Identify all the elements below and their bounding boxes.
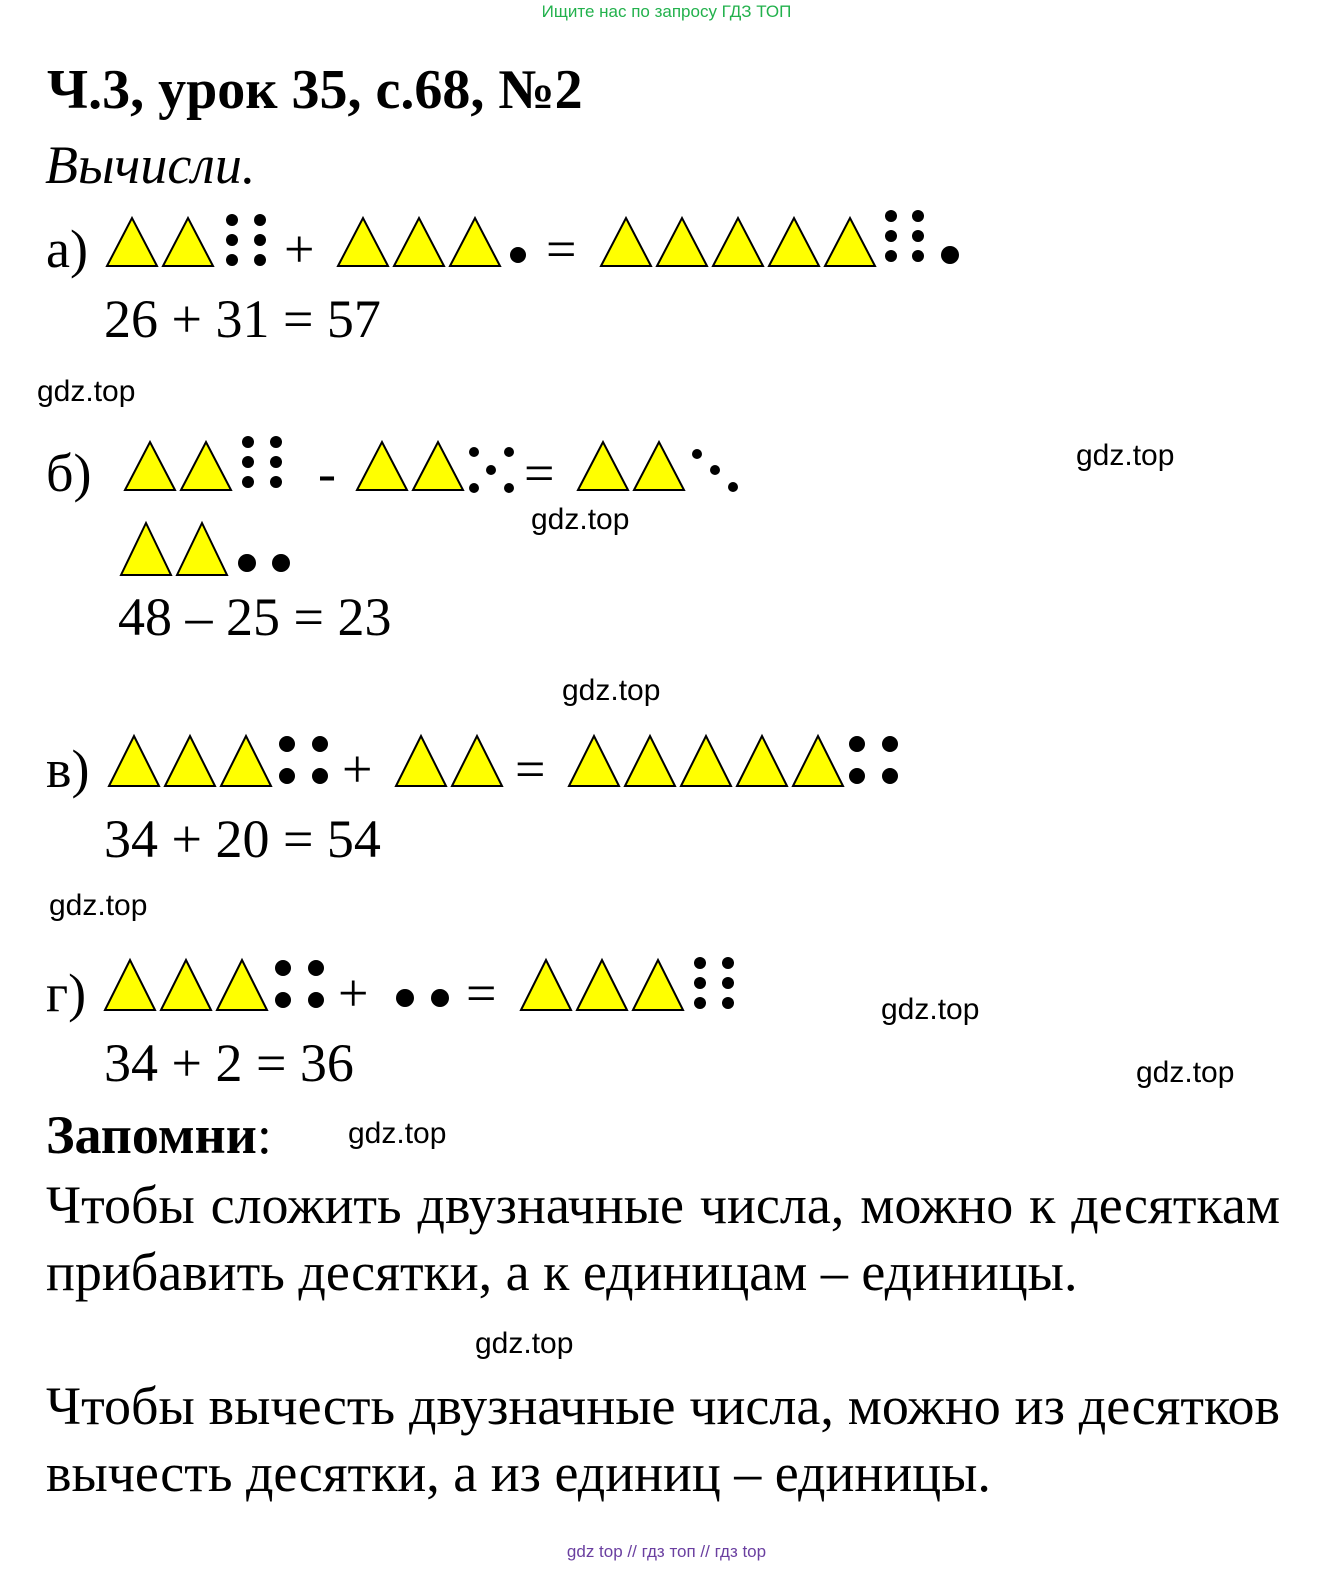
triangle-icon <box>396 736 446 786</box>
task-b-operator: - <box>318 443 336 503</box>
triangle-icon <box>737 736 787 786</box>
dot-icon <box>694 997 706 1009</box>
dot-icon <box>226 254 238 266</box>
dot-icon <box>882 768 898 784</box>
task-b-equals: = <box>524 443 555 503</box>
dot-icon <box>396 989 414 1007</box>
remember-heading-colon: : <box>256 1105 272 1165</box>
watermark: gdz.top <box>49 889 148 922</box>
dot-icon <box>692 449 702 459</box>
picture-v-result <box>569 736 898 786</box>
triangle-icon <box>177 523 227 575</box>
picture-a-result <box>601 210 959 266</box>
dot-icon <box>254 214 266 226</box>
triangle-icon <box>569 736 619 786</box>
dot-icon <box>279 768 295 784</box>
remember-heading <box>46 1105 272 1165</box>
dot-icon <box>226 234 238 246</box>
dot-icon <box>504 483 514 493</box>
triangle-icon <box>181 442 231 490</box>
triangle-icon <box>713 218 763 266</box>
dot-icon <box>254 254 266 266</box>
page-title: Ч.3, урок 35, с.68, №2 <box>47 59 583 121</box>
triangle-icon <box>450 218 500 266</box>
triangle-icon <box>681 736 731 786</box>
watermark: gdz.top <box>881 993 980 1026</box>
task-a-operator: + <box>284 219 315 279</box>
triangle-icon <box>221 736 271 786</box>
dot-icon <box>504 447 514 457</box>
task-a-equation: 26 + 31 = 57 <box>104 289 381 349</box>
top-banner: Ищите нас по запросу ГДЗ ТОП <box>541 2 792 21</box>
task-v-equals: = <box>515 739 546 799</box>
dot-icon <box>710 465 720 475</box>
dot-icon <box>728 482 738 492</box>
dot-icon <box>254 234 266 246</box>
triangle-icon <box>601 218 651 266</box>
task-v-operator: + <box>342 739 373 799</box>
dot-icon <box>270 456 282 468</box>
watermark: gdz.top <box>348 1117 447 1150</box>
task-g-equation: 34 + 2 = 36 <box>104 1033 354 1093</box>
dot-icon <box>431 989 449 1007</box>
triangle-icon <box>107 218 157 266</box>
dot-icon <box>912 250 924 262</box>
triangle-icon <box>657 218 707 266</box>
dot-icon <box>722 997 734 1009</box>
dot-icon <box>275 960 291 976</box>
dot-icon <box>722 957 734 969</box>
dot-icon <box>226 214 238 226</box>
watermark: gdz.top <box>562 674 661 707</box>
dot-icon <box>849 768 865 784</box>
triangle-icon <box>793 736 843 786</box>
triangle-icon <box>634 442 684 490</box>
dot-icon <box>242 456 254 468</box>
task-g-equals: = <box>466 963 497 1023</box>
triangle-icon <box>217 960 267 1010</box>
picture-b-extra <box>121 523 290 575</box>
picture-v-operand2 <box>396 736 502 786</box>
dot-icon <box>242 476 254 488</box>
triangle-icon <box>413 442 463 490</box>
dot-icon <box>486 465 496 475</box>
picture-b-operand2 <box>357 442 514 493</box>
task-a-label: а) <box>46 219 88 279</box>
task-instruction: Вычисли. <box>45 135 256 195</box>
picture-a-operand2 <box>338 218 526 266</box>
triangle-icon <box>521 960 571 1010</box>
task-g-operator: + <box>338 963 369 1023</box>
task-a-equals: = <box>546 219 577 279</box>
picture-g-result <box>521 957 734 1010</box>
task-v-label: в) <box>46 739 90 799</box>
rule-addition: Чтобы сложить двузначные числа, можно к десяткам прибавить десятки, а к единицам – единицы. <box>46 1175 1280 1302</box>
triangle-icon <box>578 442 628 490</box>
dot-icon <box>312 736 328 752</box>
task-g-label: г) <box>46 963 87 1023</box>
triangle-icon <box>105 960 155 1010</box>
dot-icon <box>849 736 865 752</box>
dot-icon <box>242 436 254 448</box>
triangle-icon <box>452 736 502 786</box>
dot-icon <box>912 230 924 242</box>
triangle-icon <box>125 442 175 490</box>
dot-icon <box>308 960 324 976</box>
picture-a-operand1 <box>107 214 266 266</box>
dot-icon <box>270 436 282 448</box>
triangle-icon <box>625 736 675 786</box>
dot-icon <box>885 210 897 222</box>
triangle-icon <box>161 960 211 1010</box>
rule-subtraction: Чтобы вычесть двузначные числа, можно из десятков вычесть десятки, а из единиц – единицы. <box>46 1376 1280 1503</box>
dot-icon <box>941 246 959 264</box>
dot-icon <box>469 483 479 493</box>
dot-icon <box>275 992 291 1008</box>
dot-icon <box>510 247 526 263</box>
task-b-label: б) <box>46 443 92 503</box>
triangle-icon <box>394 218 444 266</box>
triangle-icon <box>357 442 407 490</box>
task-b-equation: 48 – 25 = 23 <box>118 587 392 647</box>
picture-g-operand2 <box>396 989 449 1007</box>
dot-icon <box>270 476 282 488</box>
triangle-icon <box>165 736 215 786</box>
watermark: gdz.top <box>37 375 136 408</box>
triangle-icon <box>769 218 819 266</box>
dot-icon <box>272 554 290 572</box>
picture-b-result <box>578 442 738 492</box>
triangle-icon <box>825 218 875 266</box>
triangle-icon <box>338 218 388 266</box>
task-v-equation: 34 + 20 = 54 <box>104 809 381 869</box>
dot-icon <box>912 210 924 222</box>
watermark: gdz.top <box>531 503 630 536</box>
picture-g-operand1 <box>105 960 324 1010</box>
dot-icon <box>279 736 295 752</box>
watermark: gdz.top <box>475 1327 574 1360</box>
dot-icon <box>722 977 734 989</box>
dot-icon <box>885 250 897 262</box>
watermark: gdz.top <box>1136 1056 1235 1089</box>
triangle-icon <box>577 960 627 1010</box>
picture-b-operand1 <box>125 436 282 490</box>
dot-icon <box>312 768 328 784</box>
dot-icon <box>238 554 256 572</box>
triangle-icon <box>121 523 171 575</box>
dot-icon <box>885 230 897 242</box>
remember-heading-text: Запомни <box>46 1105 257 1165</box>
dot-icon <box>882 736 898 752</box>
triangle-icon <box>109 736 159 786</box>
dot-icon <box>469 447 479 457</box>
dot-icon <box>694 957 706 969</box>
watermark: gdz.top <box>1076 439 1175 472</box>
dot-icon <box>308 992 324 1008</box>
footer: gdz top // гдз топ // гдз top <box>566 1542 767 1561</box>
triangle-icon <box>163 218 213 266</box>
dot-icon <box>694 977 706 989</box>
picture-v-operand1 <box>109 736 328 786</box>
triangle-icon <box>633 960 683 1010</box>
